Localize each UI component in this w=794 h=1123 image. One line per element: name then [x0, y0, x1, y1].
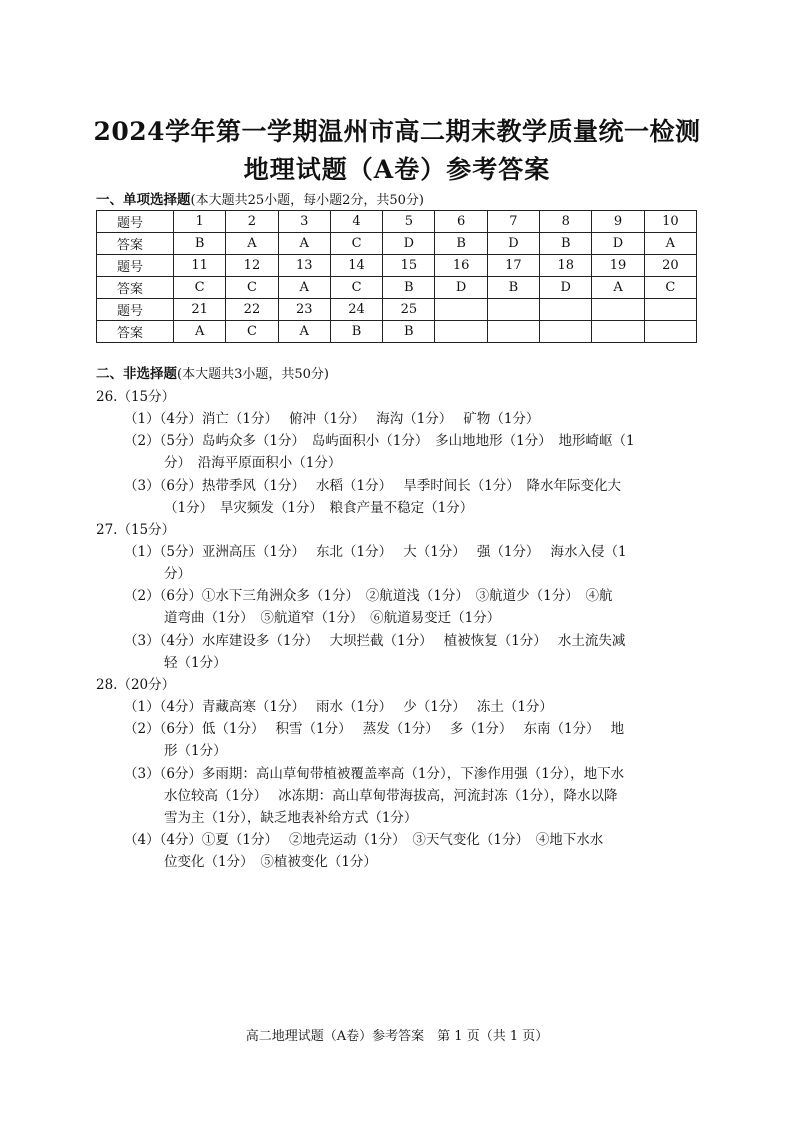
answer-cell [435, 321, 487, 343]
q28-line: （3）（6分）多雨期：高山草甸带植被覆盖率高（1分），下渗作用强（1分），地下水 [124, 766, 625, 782]
answer-cell [592, 321, 644, 343]
section2-heading [96, 362, 329, 382]
q27-line: （2）（6分）①水下三角洲众多（1分） ②航道浅（1分） ③航道少（1分） ④航 [124, 588, 613, 604]
q28-line: 雪为主（1分），缺乏地表补给方式（1分） [164, 810, 418, 826]
q27-line: （1）（5分）亚洲高压（1分） 东北（1分） 大（1分） 强（1分） 海水入侵（1 [124, 544, 627, 560]
answer-cell: A [644, 233, 696, 255]
answer-cell: A [278, 321, 330, 343]
answer-cell: D [487, 233, 539, 255]
answer-cell [540, 321, 592, 343]
answer-cell: 9 [592, 211, 644, 233]
answer-cell [435, 299, 487, 321]
answer-cell: C [330, 233, 382, 255]
answer-table-row [97, 299, 697, 321]
answer-cell: 12 [226, 255, 278, 277]
answer-cell: 2 [226, 211, 278, 233]
answer-cell: D [592, 233, 644, 255]
answer-cell: C [226, 321, 278, 343]
answer-table-row [97, 211, 697, 233]
q26-line: （2）（5分）岛屿众多（1分） 岛屿面积小（1分） 多山地地形（1分） 地形崎岖（1 [124, 433, 635, 449]
row-label: 答案 [97, 321, 174, 343]
section1-heading-text: 一、单项选择题 [96, 192, 191, 208]
q28-line: （1）（4分）青藏高寒（1分） 雨水（1分） 少（1分） 冻土（1分） [124, 699, 553, 715]
q26-title: 26.（15分） [96, 389, 176, 405]
q26-line: （1分） 旱灾频发（1分） 粮食产量不稳定（1分） [164, 500, 474, 516]
answer-cell: D [435, 277, 487, 299]
page-footer: 高二地理试题（A卷）参考答案 第 1 页（共 1 页） [245, 1029, 549, 1044]
answer-table [96, 210, 697, 343]
row-label: 题号 [97, 211, 174, 233]
answer-cell: B [487, 277, 539, 299]
q28-line: 水位较高（1分） 冰冻期：高山草甸带海拔高，河流封冻（1分），降水以降 [164, 788, 618, 804]
answer-cell: 3 [278, 211, 330, 233]
q27-title: 27.（15分） [96, 522, 176, 538]
section2-heading-text: 二、非选择题 [96, 366, 177, 382]
answer-cell: 11 [174, 255, 226, 277]
answer-cell: D [383, 233, 435, 255]
answer-cell: C [174, 277, 226, 299]
answer-cell: 4 [330, 211, 382, 233]
answer-cell: 15 [383, 255, 435, 277]
answer-cell: C [644, 277, 696, 299]
answer-cell: A [174, 321, 226, 343]
q27-line: （3）（4分）水库建设多（1分） 大坝拦截（1分） 植被恢复（1分） 水土流失减 [124, 633, 626, 649]
answer-table-row [97, 255, 697, 277]
q26-line: （1）（4分）消亡（1分） 俯冲（1分） 海沟（1分） 矿物（1分） [124, 411, 540, 427]
q28-line: （2）（6分）低（1分） 积雪（1分） 蒸发（1分） 多（1分） 东南（1分） 地 [124, 721, 625, 737]
answer-cell: 22 [226, 299, 278, 321]
answer-cell: 7 [487, 211, 539, 233]
answer-cell [487, 321, 539, 343]
answer-cell: 24 [330, 299, 382, 321]
q28-line: （4）（4分）①夏（1分） ②地壳运动（1分） ③天气变化（1分） ④地下水水 [124, 832, 604, 848]
answer-table-row [97, 321, 697, 343]
answer-cell [540, 299, 592, 321]
answer-cell: 6 [435, 211, 487, 233]
answer-cell: C [226, 277, 278, 299]
answer-cell: B [383, 321, 435, 343]
answer-cell: 18 [540, 255, 592, 277]
answer-cell: B [174, 233, 226, 255]
answer-cell: D [540, 277, 592, 299]
answer-cell: A [226, 233, 278, 255]
answer-cell: 21 [174, 299, 226, 321]
answer-cell: B [383, 277, 435, 299]
answer-cell: 16 [435, 255, 487, 277]
page-subtitle: 地理试题（A卷）参考答案 [243, 155, 551, 184]
section1-heading [96, 188, 424, 208]
answer-cell: B [540, 233, 592, 255]
q28-title: 28.（20分） [96, 677, 176, 693]
answer-cell: 20 [644, 255, 696, 277]
row-label: 题号 [97, 255, 174, 277]
answer-cell: 25 [383, 299, 435, 321]
q28-line: 位变化（1分） ⑤植被变化（1分） [164, 854, 377, 870]
q26-line: 分） 沿海平原面积小（1分） [164, 455, 342, 471]
q28-line: 形（1分） [164, 743, 227, 759]
page-title: 2024学年第一学期温州市高二期末教学质量统一检测 [93, 117, 701, 146]
answer-cell [487, 299, 539, 321]
answer-cell: 19 [592, 255, 644, 277]
answer-cell: A [278, 277, 330, 299]
q27-line: 分） [164, 566, 191, 582]
answer-cell: 14 [330, 255, 382, 277]
q26-line: （3）（6分）热带季风（1分） 水稻（1分） 旱季时间长（1分） 降水年际变化大 [124, 478, 622, 494]
section2-note: (本大题共3小题，共50分) [177, 367, 329, 382]
section1-note: (本大题共25小题，每小题2分，共50分) [190, 193, 424, 208]
row-label: 题号 [97, 299, 174, 321]
answer-cell: 1 [174, 211, 226, 233]
q27-line: 道弯曲（1分） ⑤航道窄（1分） ⑥航道易变迁（1分） [164, 610, 501, 626]
answer-cell: 13 [278, 255, 330, 277]
answer-cell: 17 [487, 255, 539, 277]
answer-cell [644, 299, 696, 321]
answer-cell: C [330, 277, 382, 299]
answer-cell: A [278, 233, 330, 255]
answer-table-row [97, 277, 697, 299]
answer-cell: 8 [540, 211, 592, 233]
answer-cell: B [435, 233, 487, 255]
q27-line: 轻（1分） [164, 655, 227, 671]
answer-cell [592, 299, 644, 321]
row-label: 答案 [97, 277, 174, 299]
answer-cell [644, 321, 696, 343]
answer-cell: 5 [383, 211, 435, 233]
answer-cell: 23 [278, 299, 330, 321]
answer-cell: 10 [644, 211, 696, 233]
answer-cell: B [330, 321, 382, 343]
row-label: 答案 [97, 233, 174, 255]
answer-table-row [97, 233, 697, 255]
answer-cell: A [592, 277, 644, 299]
